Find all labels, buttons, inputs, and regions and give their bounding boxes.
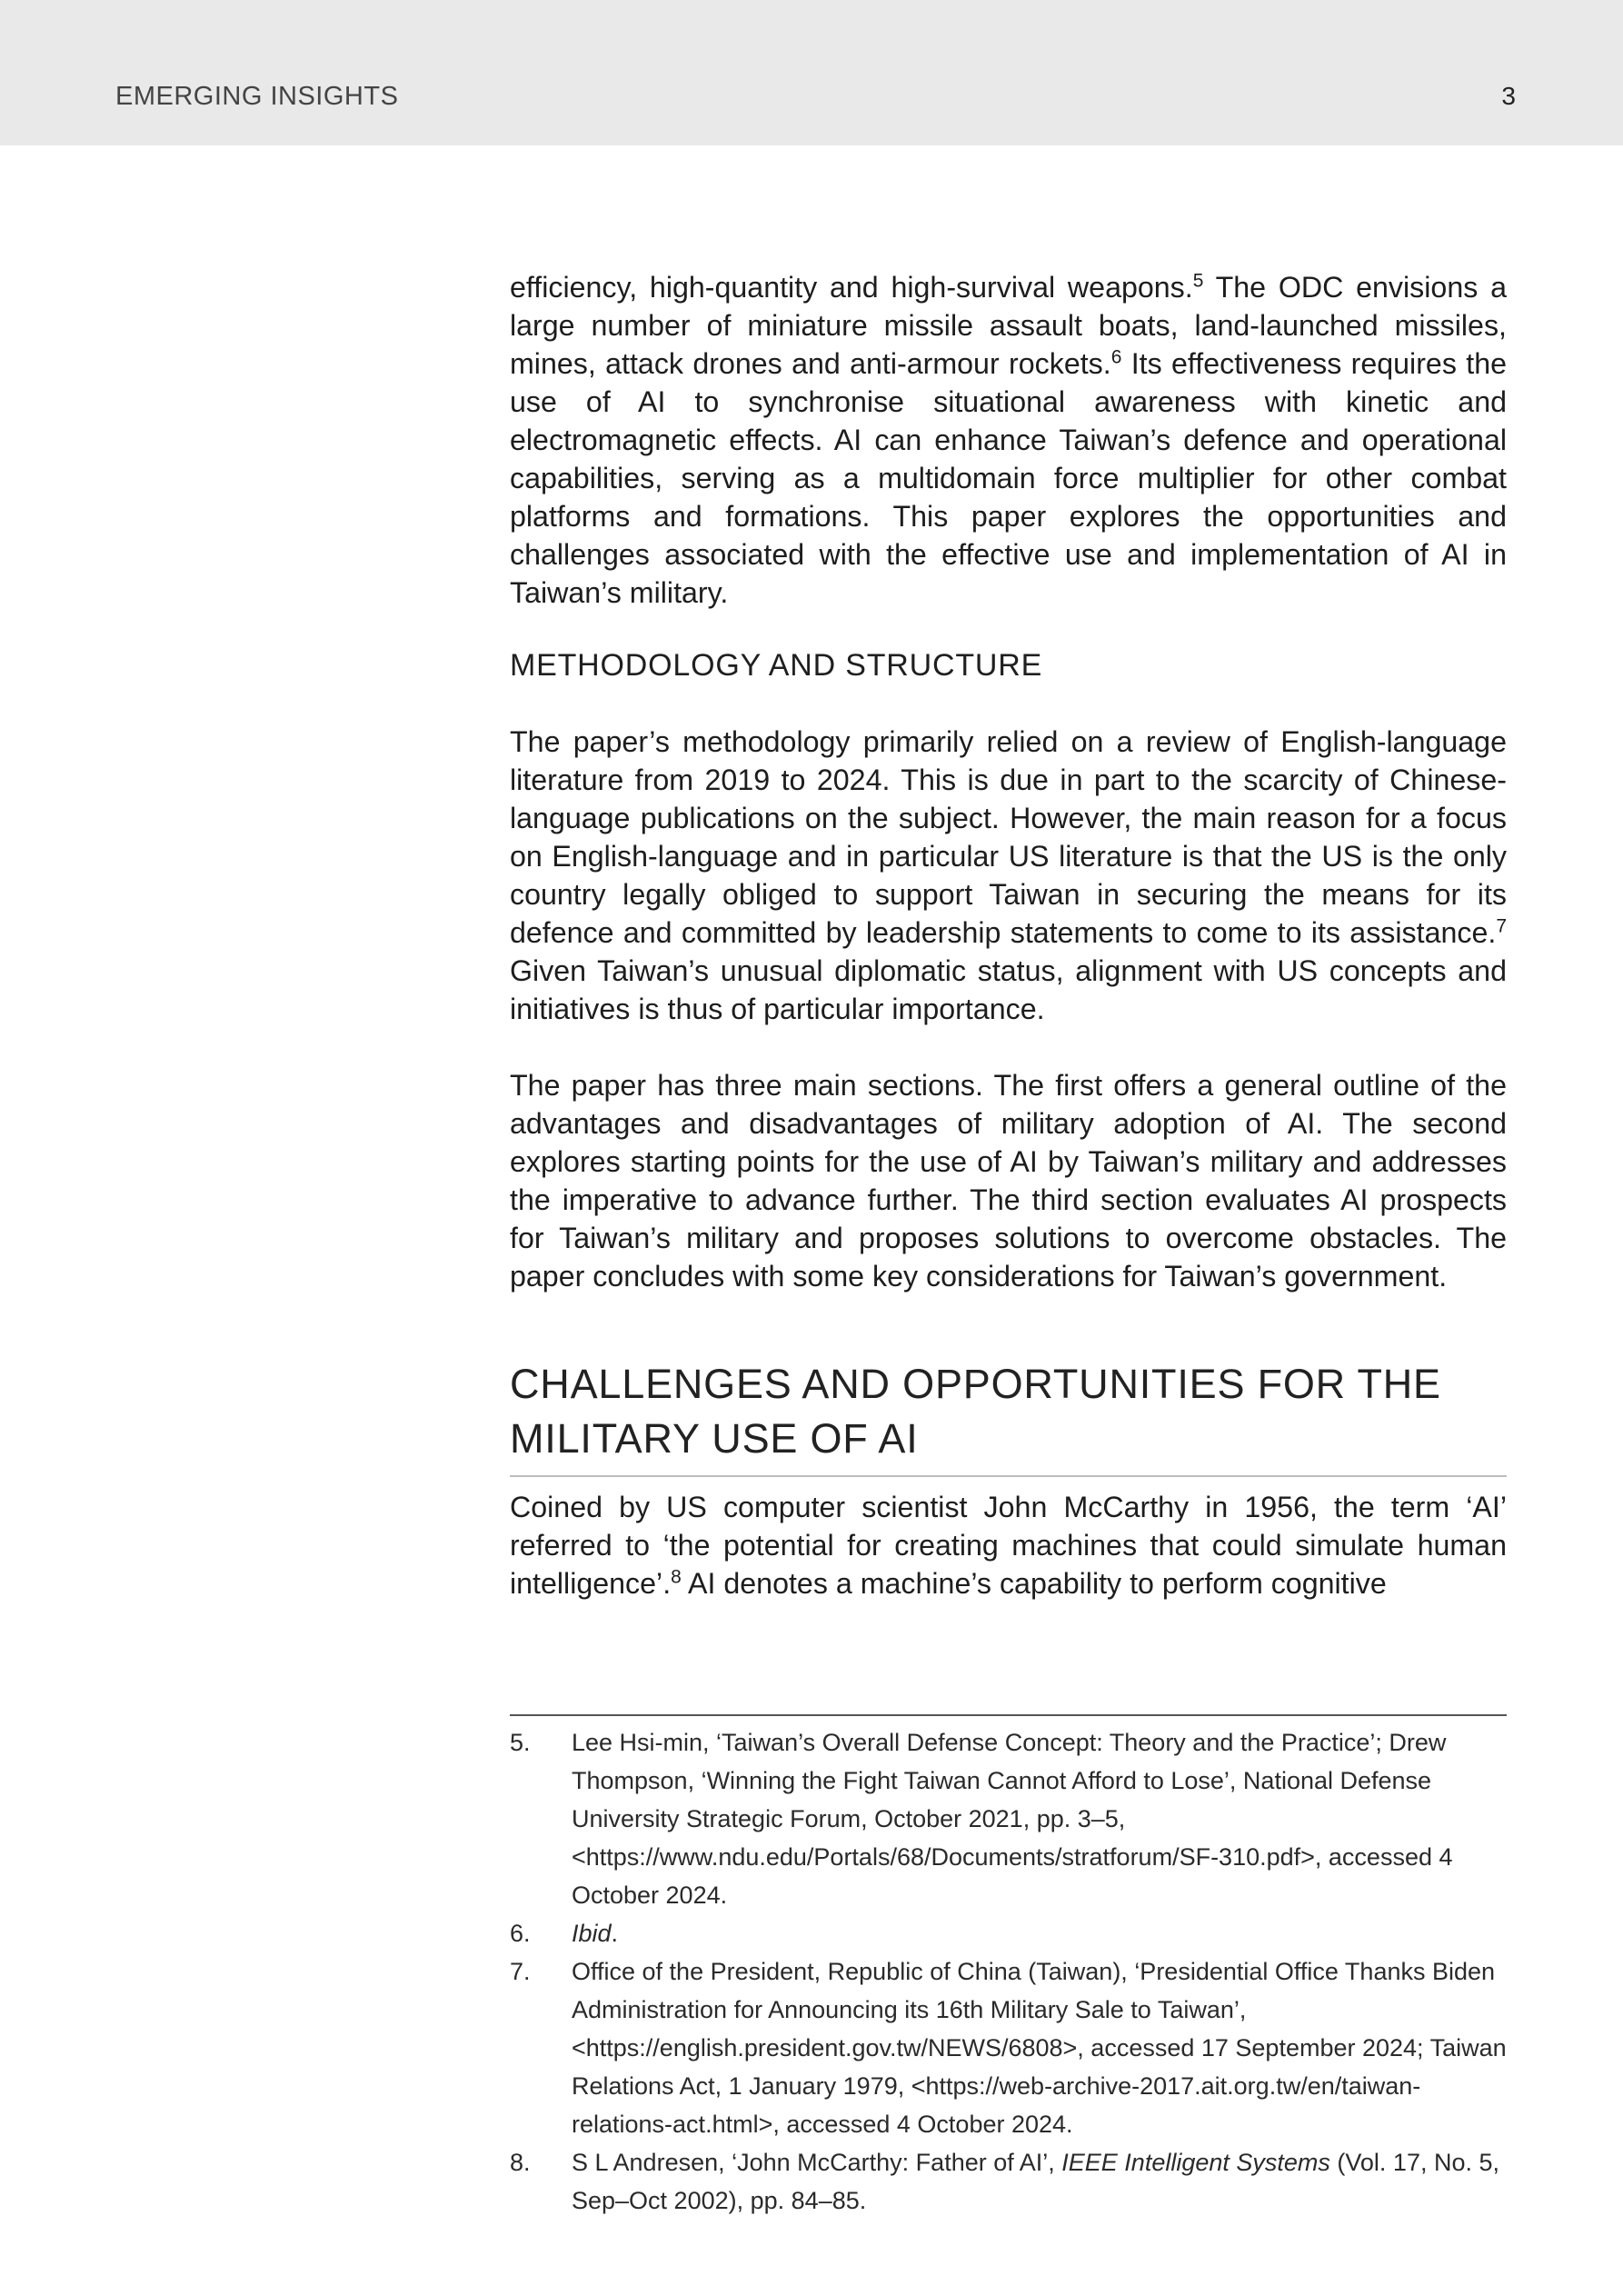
section-paragraph — [510, 1488, 1507, 1602]
footnote-number: 8. — [510, 2149, 531, 2176]
footnote-number: 7. — [510, 1958, 531, 1985]
methodology-heading: METHODOLOGY AND STRUCTURE — [510, 648, 1043, 683]
footnote-text-before: S L Andresen, ‘John McCarthy: Father of AI’, — [572, 2149, 1062, 2176]
footnote-5 — [510, 1723, 1507, 1914]
footnote-number: 5. — [510, 1729, 531, 1756]
main-content — [510, 268, 1507, 1602]
footnote-ref-7: 7 — [1496, 915, 1507, 937]
section-title-line-2: MILITARY USE OF AI — [510, 1415, 919, 1462]
section-text-a: Coined by US computer scientist John McCarthy in 1956, the term ‘AI’ referred to ‘the potential for creating machines that could simulate human intelligence’. — [510, 1491, 1507, 1600]
footnote-number: 6. — [510, 1920, 531, 1947]
intro-text-2: The ODC envisions a large number of miniature missile assault boats, land-launched missiles, mines, attack drones and anti-armour rockets. — [510, 271, 1507, 380]
footnote-text — [572, 2143, 1507, 2220]
section-title — [510, 1357, 1507, 1466]
journal-title: IEEE Intelligent Systems — [1061, 2149, 1330, 2176]
footnote-text: Office of the President, Republic of China (Taiwan), ‘Presidential Office Thanks Biden Administration for Announcing its 16th Military Sale to Taiwan’, <https://english.president.gov.tw/NEWS/6808>, accessed 17 September 2024; Taiwan Relations Act, 1 January 1979, <https://web-archive-2017.ait.org.tw/en/taiwan-relations-act.html>, accessed 4 October 2024. — [572, 1958, 1507, 2138]
footnote-text — [572, 1914, 1507, 1952]
running-title: EMERGING INSIGHTS — [115, 82, 399, 111]
methodology-paragraph-1 — [510, 723, 1507, 1028]
footnote-7 — [510, 1952, 1507, 2143]
section-text-b: AI denotes a machine’s capability to perform cognitive — [681, 1567, 1387, 1600]
intro-text-3: Its effectiveness requires the use of AI to synchronise situational awareness with kinetic and electromagnetic effects. AI can enhance Taiwan’s defence and operational capabilities, serving as a multidomain force multiplier for other combat platforms and formations. This paper explores the opportunities and challenges associated with the effective use and implementation of AI in Taiwan’s military. — [510, 347, 1507, 609]
footnote-8 — [510, 2143, 1507, 2220]
section-divider — [510, 1475, 1507, 1477]
footnote-divider — [510, 1714, 1507, 1716]
page-number: 3 — [1501, 82, 1516, 110]
footnotes — [510, 1723, 1507, 2220]
header-bar — [0, 0, 1623, 145]
footnote-text-after: (Vol. 17, No. 5, Sep–Oct 2002), pp. 84–85. — [572, 2149, 1500, 2214]
methodology-text-1a: The paper’s methodology primarily relied on a review of English-language literature from 2019 to 2024. This is due in part to the scarcity of Chinese-language publications on the subject. However, the main reason for a focus on English-language and in particular US literature is that the US is the only country legally obliged to support Taiwan in securing the means for its defence and committed by leadership statements to come to its assistance. — [510, 725, 1507, 949]
intro-text-1: efficiency, high-quantity and high-survival weapons. — [510, 271, 1193, 304]
methodology-paragraph-2: The paper has three main sections. The first offers a general outline of the advantages and disadvantages of military adoption of AI. The second explores starting points for the use of AI by Taiwan’s military and addresses the imperative to advance further. The third section evaluates AI prospects for Taiwan’s military and proposes solutions to overcome obstacles. The paper concludes with some key considerations for Taiwan’s government. — [510, 1069, 1507, 1293]
intro-paragraph — [510, 268, 1507, 612]
section-title-line-1: CHALLENGES AND OPPORTUNITIES FOR THE — [510, 1361, 1441, 1407]
footnote-punct: . — [611, 1920, 619, 1947]
footnote-ref-6: 6 — [1110, 346, 1122, 368]
methodology-text-1b: Given Taiwan’s unusual diplomatic status, alignment with US concepts and initiatives is thus of particular importance. — [510, 954, 1507, 1025]
footnote-text: Lee Hsi-min, ‘Taiwan’s Overall Defense Concept: Theory and the Practice’; Drew Thompson, ‘Winning the Fight Taiwan Cannot Afford to Lose’, National Defense University Strategic Forum, October 2021, pp. 3–5, <https://www.ndu.edu/Portals/68/Documents/stratforum/SF-310.pdf>, accessed 4 October 2024. — [572, 1729, 1453, 1909]
footnote-6 — [510, 1914, 1507, 1952]
footnote-ref-8: 8 — [671, 1566, 682, 1588]
footnote-ibid: Ibid — [572, 1920, 612, 1947]
footnote-ref-5: 5 — [1192, 270, 1204, 292]
